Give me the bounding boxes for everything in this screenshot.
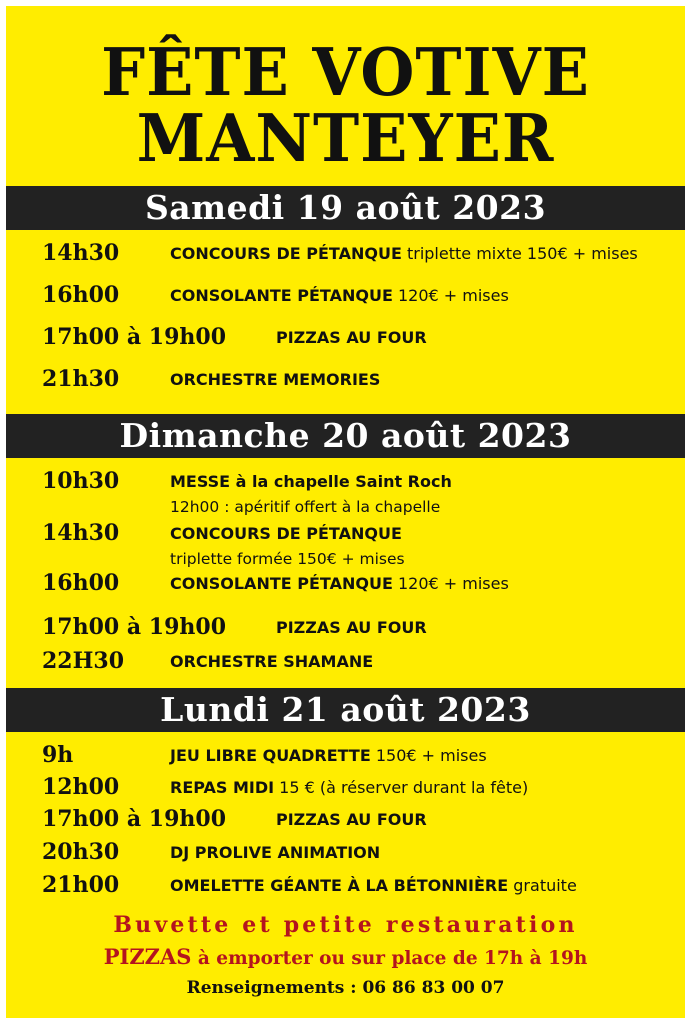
event-name: MESSE (170, 472, 231, 491)
event-detail: triplette mixte 150€ + mises (401, 244, 638, 263)
event-name: ORCHESTRE SHAMANE (170, 652, 374, 671)
event-time: 10h30 (42, 468, 120, 494)
event-time: 17h00 à 19h00 (42, 324, 227, 350)
event-text (276, 328, 427, 347)
event-text (170, 746, 487, 765)
poster (6, 6, 685, 1018)
event-time: 16h00 (42, 282, 120, 308)
event-time: 16h00 (42, 570, 120, 596)
event-name: DJ PROLIVE ANIMATION (170, 843, 381, 862)
event-name: REPAS MIDI (170, 778, 275, 797)
title-line-2: MANTEYER (136, 100, 555, 177)
event-time: 9h (42, 742, 74, 768)
title-line-1: FÊTE VOTIVE (101, 34, 590, 111)
event-name: ORCHESTRE MEMORIES (170, 370, 381, 389)
event-text (170, 843, 380, 862)
event-text (170, 472, 452, 491)
event-detail: 150€ + mises (370, 746, 487, 765)
event-subline: triplette formée 150€ + mises (170, 550, 405, 568)
event-name: PIZZAS AU FOUR (276, 810, 427, 829)
event-text (170, 778, 528, 797)
event-text (170, 244, 638, 263)
footer-buvette: Buvette et petite restauration (113, 912, 578, 938)
footer-pizzas-bold: PIZZAS (103, 944, 192, 969)
event-time: 20h30 (42, 839, 120, 865)
day-heading-saturday: Samedi 19 août 2023 (6, 186, 685, 230)
event-text (170, 574, 509, 593)
event-text (170, 876, 577, 895)
event-time: 14h30 (42, 520, 120, 546)
event-time: 17h00 à 19h00 (42, 806, 227, 832)
event-subline: 12h00 : apéritif offert à la chapelle (170, 498, 441, 516)
day-heading-monday: Lundi 21 août 2023 (6, 688, 685, 732)
event-time: 21h30 (42, 366, 120, 392)
event-text (170, 652, 373, 671)
event-name: PIZZAS AU FOUR (276, 328, 427, 347)
event-detail: à la chapelle Saint Roch (230, 472, 452, 491)
event-name: OMELETTE GÉANTE À LA BÉTONNIÈRE (170, 876, 509, 895)
event-time: 12h00 (42, 774, 120, 800)
event-name: CONCOURS DE PÉTANQUE (170, 524, 402, 543)
event-detail: 120€ + mises (392, 286, 509, 305)
event-name: PIZZAS AU FOUR (276, 618, 427, 637)
event-text (276, 618, 427, 637)
event-name: JEU LIBRE QUADRETTE (170, 746, 371, 765)
event-name: CONSOLANTE PÉTANQUE (170, 286, 393, 305)
event-name: CONCOURS DE PÉTANQUE (170, 244, 402, 263)
event-detail: gratuite (508, 876, 577, 895)
day-heading-sunday: Dimanche 20 août 2023 (6, 414, 685, 458)
event-detail: 15 € (à réserver durant la fête) (274, 778, 529, 797)
event-time: 17h00 à 19h00 (42, 614, 227, 640)
event-time: 21h00 (42, 872, 120, 898)
event-text (170, 524, 402, 543)
event-time: 22H30 (42, 648, 125, 674)
event-name: CONSOLANTE PÉTANQUE (170, 574, 393, 593)
event-time: 14h30 (42, 240, 120, 266)
event-text (170, 370, 380, 389)
footer-pizzas-rest: à emporter ou sur place de 17h à 19h (191, 948, 588, 969)
footer-pizzas (6, 944, 685, 969)
event-text (170, 286, 509, 305)
event-detail: 120€ + mises (392, 574, 509, 593)
event-text (276, 810, 427, 829)
footer-contact: Renseignements : 06 86 83 00 07 (186, 978, 505, 998)
